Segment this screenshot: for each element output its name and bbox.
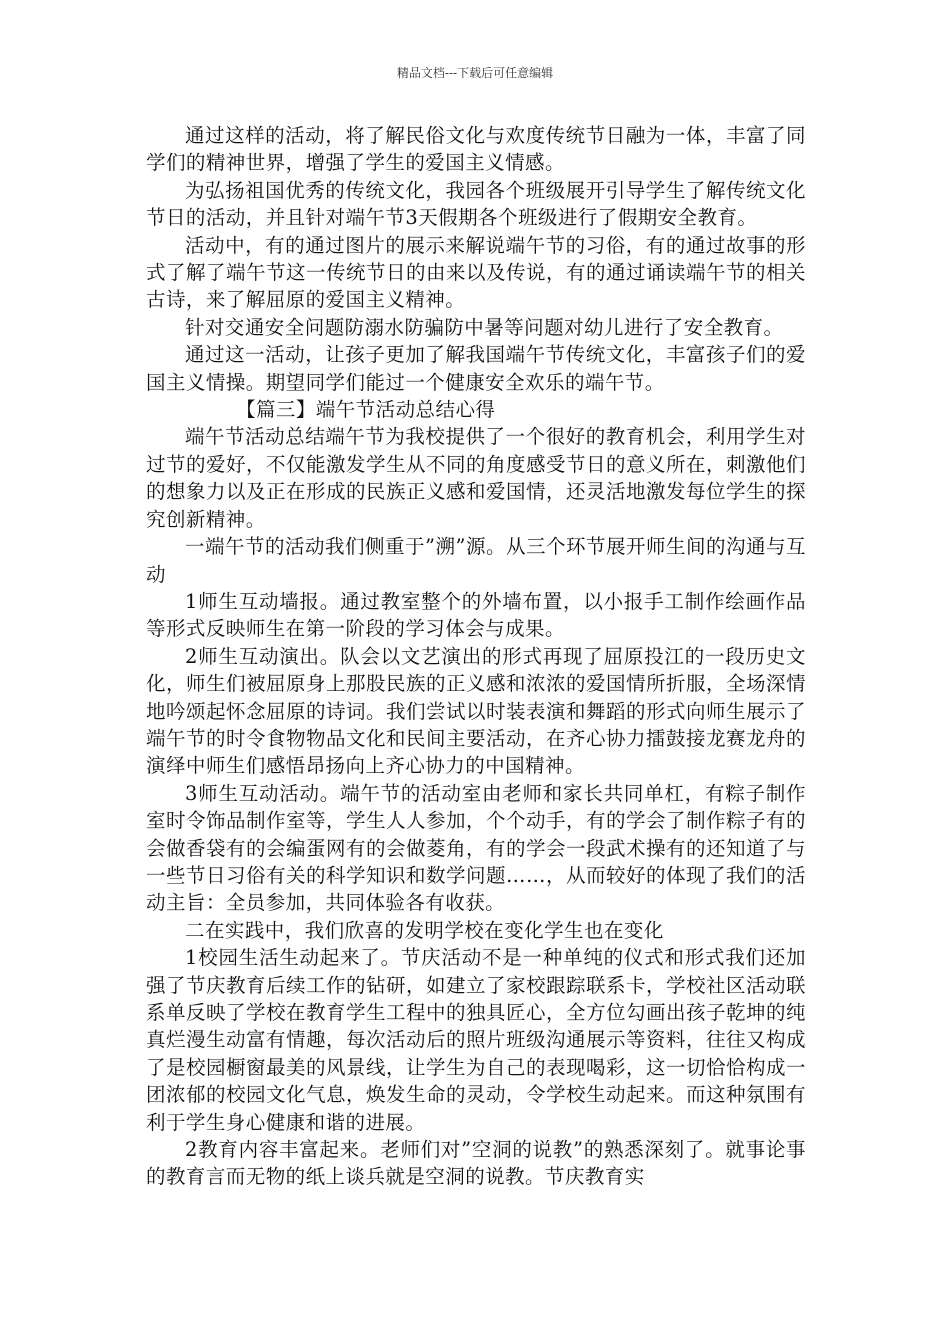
paragraph: 活动中，有的通过图片的展示来解说端午节的习俗，有的通过故事的形式了解了端午节这一传统节日的由来以及传说，有的通过诵读端午节的相关古诗，来了解屈原的爱国主义精神。: [146, 233, 806, 312]
paragraph: 二在实践中，我们欣喜的发明学校在变化学生也在变化: [185, 918, 664, 942]
paragraph: 1师生互动墙报。通过教室整个的外墙布置，以小报手工制作绘画作品等形式反映师生在第一阶段的学习体会与成果。: [146, 589, 806, 641]
section-title: 【篇三】端午节活动总结心得: [236, 398, 496, 422]
paragraph: 2师生互动演出。队会以文艺演出的形式再现了屈原投江的一段历史文化，师生们被屈原身上那股民族的正义感和浓浓的爱国情所折服，全场深情地吟颂起怀念屈原的诗词。我们尝试以时装表演和舞蹈的形式向师生展示了端午节的时令食物物品文化和民间主要活动，在齐心协力擂鼓接龙赛龙舟的演绎中师生们感悟昂扬向上齐心协力的中国精神。: [146, 644, 806, 778]
document-body: [146, 122, 806, 1191]
paragraph: 2教育内容丰富起来。老师们对”空洞的说教”的熟悉深刻了。就事论事的教育言而无物的纸上谈兵就是空洞的说教。节庆教育实: [146, 1138, 806, 1189]
paragraph: 通过这样的活动，将了解民俗文化与欢度传统节日融为一体，丰富了同学们的精神世界，增强了学生的爱国主义情感。: [146, 124, 806, 175]
page-header: 精品文档---下载后可任意编辑: [396, 66, 554, 80]
paragraph: 针对交通安全问题防溺水防骗防中暑等问题对幼儿进行了安全教育。: [185, 315, 784, 339]
paragraph: 通过这一活动，让孩子更加了解我国端午节传统文化，丰富孩子们的爱国主义情操。期望同学们能过一个健康安全欢乐的端午节。: [146, 343, 806, 394]
paragraph: 一端午节的活动我们侧重于”溯”源。从三个环节展开师生间的沟通与互动: [146, 535, 806, 586]
paragraph: 端午节活动总结端午节为我校提供了一个很好的教育机会，利用学生对过节的爱好，不仅能激发学生从不同的角度感受节日的意义所在，刺激他们的想象力以及正在形成的民族正义感和爱国情，还灵活地激发每位学生的探究创新精神。: [146, 425, 806, 531]
paragraph: 1校园生活生动起来了。节庆活动不是一种单纯的仪式和形式我们还加强了节庆教育后续工作的钻研，如建立了家校跟踪联系卡，学校社区活动联系单反映了学校在教育学生工程中的独具匠心，全方位勾画出孩子乾坤的纯真烂漫生动富有情趣，每次活动后的照片班级沟通展示等资料，往往又构成了是校园橱窗最美的风景线，让学生为自己的表现喝彩，这一切恰恰构成一团浓郁的校园文化气息，焕发生命的灵动，令学校生动起来。而这种氛围有利于学生身心健康和谐的进展。: [146, 946, 806, 1134]
paragraph: 3师生互动活动。端午节的活动室由老师和家长共同单杠，有粽子制作室时令饰品制作室等，学生人人参加，个个动手，有的学会了制作粽子有的会做香袋有的会编蛋网有的会做菱角，有的学会一段武术操有的还知道了与一些节日习俗有关的科学知识和数学问题……，从而较好的体现了我们的活动主旨：全员参加，共同体验各有收获。: [146, 781, 806, 915]
paragraph: 为弘扬祖国优秀的传统文化，我园各个班级展开引导学生了解传统文化节日的活动，并且针对端午节3天假期各个班级进行了假期安全教育。: [146, 178, 806, 230]
